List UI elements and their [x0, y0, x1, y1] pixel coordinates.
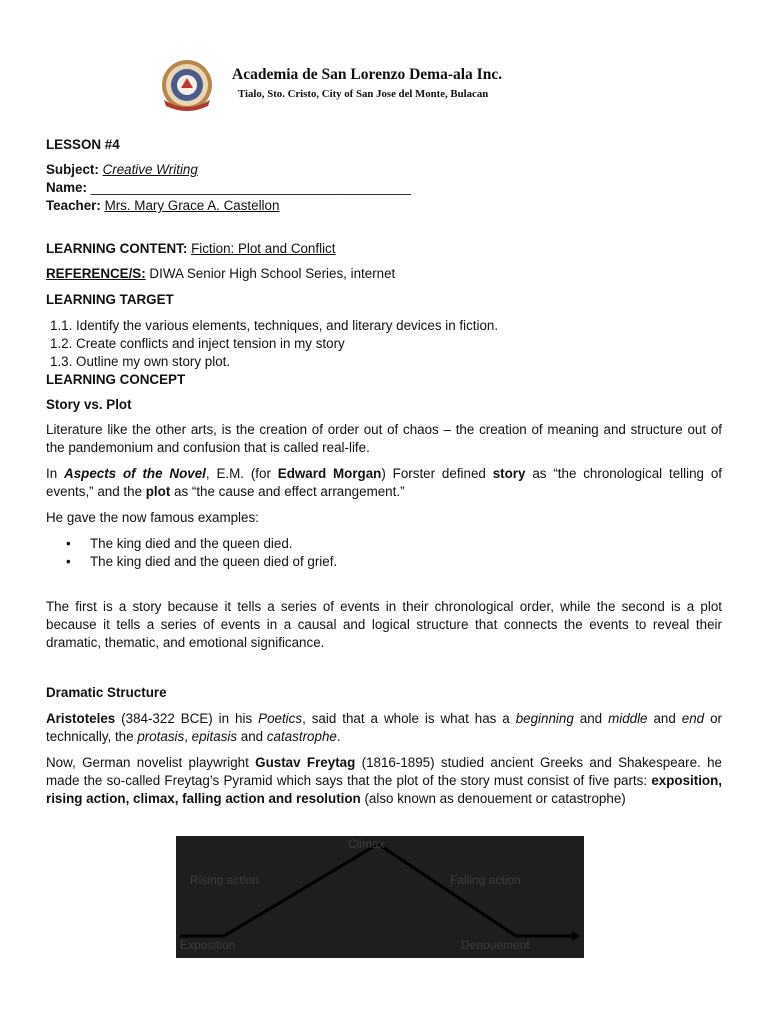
name-label: Name:	[46, 180, 87, 195]
freytag-pyramid-diagram	[176, 836, 584, 958]
school-seal-logo	[160, 58, 214, 112]
learning-target-item: 1.1. Identify the various elements, techniques, and literary devices in fiction.	[50, 318, 499, 333]
learning-target-heading: LEARNING TARGET	[46, 292, 174, 307]
teacher-value: Mrs. Mary Grace A. Castellon	[104, 198, 280, 213]
teacher-line	[46, 197, 279, 214]
learning-content-label: LEARNING CONTENT:	[46, 241, 188, 256]
paragraph-story-vs-plot: The first is a story because it tells a series of events in their chronological order, while the second is a plot because it tells a series of events in a causal and logical structure that connects the events to reveal their dramatic, thematic, and emotional significance.	[46, 599, 722, 650]
label-climax: Climax	[348, 837, 385, 851]
bullet-glyph: •	[66, 554, 71, 569]
school-address: Tialo, Sto. Cristo, City of San Jose del Monte, Bulacan	[238, 88, 489, 100]
learning-content-line	[46, 240, 335, 257]
label-rising-action: Rising action	[190, 873, 259, 887]
paragraph-aristoteles: Aristoteles (384-322 BCE) in his Poetics, said that a whole is what has a beginning and middle and end or technically, the protasis, epitasis and catastrophe.	[46, 711, 722, 744]
story-vs-plot-heading: Story vs. Plot	[46, 397, 132, 412]
references-label: REFERENCE/S:	[46, 266, 146, 281]
subject-line	[46, 161, 198, 178]
label-falling-action: Falling action	[450, 873, 521, 887]
subject-label: Subject:	[46, 162, 99, 177]
references-value: DIWA Senior High School Series, internet	[145, 266, 396, 281]
list-item: • The king died and the queen died of grief.	[66, 554, 338, 569]
learning-target-item: 1.3. Outline my own story plot.	[50, 354, 231, 369]
name-line	[46, 179, 411, 196]
references-line	[46, 265, 395, 282]
bullet-glyph: •	[66, 536, 71, 551]
subject-value: Creative Writing	[102, 162, 198, 177]
paragraph-literature: Literature like the other arts, is the creation of order out of chaos – the creation of meaning and structure out of the pandemonium and confusion that is called real-life.	[46, 422, 722, 455]
learning-concept-heading: LEARNING CONCEPT	[46, 372, 186, 387]
name-blank: ___________________________________________	[90, 180, 411, 195]
paragraph-freytag: Now, German novelist playwright Gustav Freytag (1816-1895) studied ancient Greeks and Shakespeare. he made the so-called Freytag’s Pyramid which says that the plot of the story must consist of five parts: exposition, rising action, climax, falling action and resolution (also known as denouement or catastrophe)	[46, 755, 722, 806]
paragraph-forster: In Aspects of the Novel, E.M. (for Edward Morgan) Forster defined story as “the chronological telling of events,” and the plot as “the cause and effect arrangement.”	[46, 466, 723, 499]
school-name: Academia de San Lorenzo Dema-ala Inc.	[232, 66, 503, 83]
paragraph-examples-intro: He gave the now famous examples:	[46, 510, 259, 525]
label-exposition: Exposition	[180, 938, 236, 952]
learning-target-item: 1.2. Create conflicts and inject tension in my story	[50, 336, 345, 351]
lesson-title: LESSON #4	[46, 137, 120, 152]
list-item: • The king died and the queen died.	[66, 536, 293, 551]
book-title: Aspects of the Novel	[64, 466, 206, 481]
dramatic-structure-heading: Dramatic Structure	[46, 685, 167, 700]
label-denouement: Denouement	[461, 938, 530, 952]
teacher-label: Teacher:	[46, 198, 101, 213]
learning-content-value: Fiction: Plot and Conflict	[191, 241, 336, 256]
